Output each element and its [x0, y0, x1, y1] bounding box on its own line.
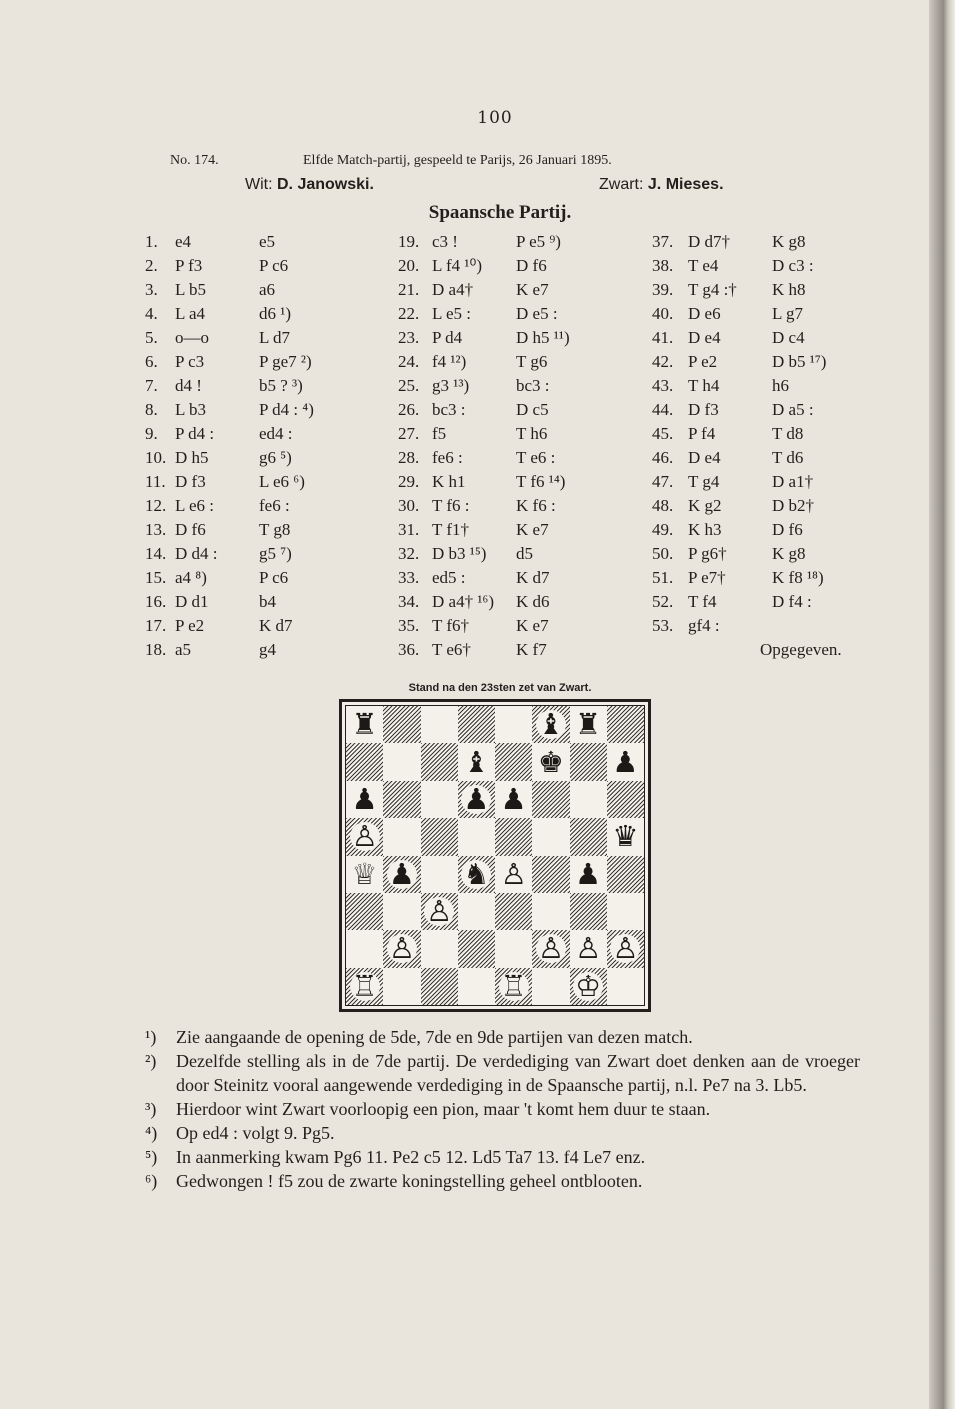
white-pawn-icon: ♙ — [575, 931, 602, 966]
board-square — [383, 893, 420, 930]
black-king-icon: ♚ — [537, 744, 564, 779]
white-pawn-icon: ♙ — [500, 856, 527, 891]
white-move: P c3 — [175, 352, 205, 371]
move-number: 14. — [145, 544, 167, 563]
white-move: bc3 : — [432, 400, 466, 419]
move-number: 26. — [398, 400, 420, 419]
move-row — [0, 544, 955, 568]
white-move: T f6† — [432, 616, 469, 635]
board-square — [421, 856, 458, 893]
board-square — [532, 856, 569, 893]
move-number: 46. — [652, 448, 674, 467]
white-move: L b5 — [175, 280, 207, 299]
black-pawn-icon: ♟ — [351, 781, 378, 816]
white-move: gf4 : — [688, 616, 720, 635]
move-number: 6. — [145, 352, 158, 371]
move-number: 48. — [652, 496, 674, 515]
board-square — [495, 781, 532, 818]
black-move: K h8 — [772, 280, 806, 299]
move-number: 52. — [652, 592, 674, 611]
black-move: K e7 — [516, 616, 549, 635]
board-square — [532, 706, 569, 743]
board-square — [421, 706, 458, 743]
opening-title: Spaansche Partij. — [428, 202, 572, 223]
board-square — [570, 968, 607, 1005]
board-square — [495, 818, 532, 855]
white-move: P d4 : — [175, 424, 215, 443]
move-number: 27. — [398, 424, 420, 443]
board-square — [383, 781, 420, 818]
board-square — [346, 743, 383, 780]
white-move: L e5 : — [432, 304, 472, 323]
board-square — [532, 743, 569, 780]
black-move: D c4 — [772, 328, 805, 347]
move-number: 3. — [145, 280, 158, 299]
black-move: T g6 — [516, 352, 548, 371]
move-number: 7. — [145, 376, 158, 395]
white-move: K h3 — [688, 520, 722, 539]
board-square — [421, 781, 458, 818]
move-row — [0, 496, 955, 520]
black-move: L d7 — [259, 328, 291, 347]
board-square — [495, 968, 532, 1005]
footnote-mark: ⁴) — [145, 1123, 158, 1143]
white-move: P e7† — [688, 568, 726, 587]
black-pawn-icon: ♟ — [612, 744, 639, 779]
white-move: T e6† — [432, 640, 471, 659]
black-move: P c6 — [259, 256, 289, 275]
white-move: D d1 — [175, 592, 209, 611]
white-pawn-icon: ♙ — [537, 931, 564, 966]
move-number: 39. — [652, 280, 674, 299]
board-square — [570, 818, 607, 855]
black-move: g4 — [259, 640, 276, 659]
move-row — [0, 592, 955, 616]
board-square — [458, 893, 495, 930]
game-title: Elfde Match-partij, gespeeld te Parijs, 26 Januari 1895. — [303, 153, 612, 168]
white-move: a4 ⁸) — [175, 568, 207, 587]
move-number: 31. — [398, 520, 420, 539]
footnote-text: Hierdoor wint Zwart voorloopig een pion, maar 't komt hem duur te staan. — [176, 1099, 711, 1119]
footnote-text: In aanmerking kwam Pg6 11. Pe2 c5 12. Ld5 Ta7 13. f4 Le7 enz. — [176, 1147, 646, 1167]
move-number: 5. — [145, 328, 158, 347]
board-square — [383, 856, 420, 893]
black-bishop-icon: ♝ — [463, 744, 490, 779]
footnote-text: Op ed4 : volgt 9. Pg5. — [176, 1123, 335, 1143]
players-line — [0, 176, 955, 198]
white-move: c3 ! — [432, 232, 458, 251]
white-move: D f6 — [175, 520, 206, 539]
move-number: 11. — [145, 472, 166, 491]
white-rook-icon: ♖ — [500, 968, 527, 1003]
white-move: D f3 — [175, 472, 206, 491]
white-pawn-icon: ♙ — [426, 894, 453, 929]
black-move: D a1† — [772, 472, 814, 491]
black-move: P ge7 ²) — [259, 352, 312, 371]
move-number: 44. — [652, 400, 674, 419]
white-move: K g2 — [688, 496, 722, 515]
board-square — [495, 856, 532, 893]
white-move: L e6 : — [175, 496, 215, 515]
move-number: 45. — [652, 424, 674, 443]
move-number: 40. — [652, 304, 674, 323]
board-square — [383, 930, 420, 967]
board-square — [607, 818, 644, 855]
board-square — [607, 743, 644, 780]
black-rook-icon: ♜ — [351, 707, 378, 742]
move-number: 23. — [398, 328, 420, 347]
move-number: 15. — [145, 568, 167, 587]
board-square — [346, 706, 383, 743]
move-number: 50. — [652, 544, 674, 563]
move-number: 28. — [398, 448, 420, 467]
footnote — [145, 1025, 860, 1049]
move-row — [0, 376, 955, 400]
black-move: K d7 — [259, 616, 293, 635]
white-king-icon: ♔ — [575, 968, 602, 1003]
white-name: D. Janowski. — [277, 176, 374, 193]
white-move: g3 ¹³) — [432, 376, 470, 395]
black-move: D e5 : — [516, 304, 558, 323]
black-move: D h5 ¹¹) — [516, 328, 570, 347]
board-square — [383, 743, 420, 780]
board-square — [607, 930, 644, 967]
white-label: Wit: — [245, 176, 273, 193]
white-move: L a4 — [175, 304, 206, 323]
board-square — [383, 818, 420, 855]
black-pawn-icon: ♟ — [463, 781, 490, 816]
move-number: 35. — [398, 616, 420, 635]
white-pawn-icon: ♙ — [351, 819, 378, 854]
game-result: Opgegeven. — [760, 640, 842, 659]
move-row — [0, 352, 955, 376]
black-rook-icon: ♜ — [575, 707, 602, 742]
black-knight-icon: ♞ — [463, 856, 490, 891]
board-square — [421, 818, 458, 855]
board-square — [458, 968, 495, 1005]
black-move: K g8 — [772, 544, 806, 563]
white-move: P g6† — [688, 544, 727, 563]
white-move: D e4 — [688, 448, 721, 467]
move-row — [0, 232, 955, 256]
white-move: D a4† — [432, 280, 474, 299]
board-square — [570, 856, 607, 893]
white-move: fe6 : — [432, 448, 463, 467]
board-square — [495, 893, 532, 930]
black-move: L e6 ⁶) — [259, 472, 305, 491]
white-move: f4 ¹²) — [432, 352, 467, 371]
move-number: 10. — [145, 448, 167, 467]
black-queen-icon: ♛ — [612, 819, 639, 854]
board-square — [458, 930, 495, 967]
move-row — [0, 304, 955, 328]
board-square — [570, 706, 607, 743]
board-square — [421, 743, 458, 780]
move-number: 12. — [145, 496, 167, 515]
board-square — [346, 818, 383, 855]
board-square — [383, 706, 420, 743]
black-move: P c6 — [259, 568, 289, 587]
board-square — [383, 968, 420, 1005]
board-square — [346, 856, 383, 893]
white-move: D h5 — [175, 448, 209, 467]
black-move: fe6 : — [259, 496, 290, 515]
footnote-text: Dezelfde stelling als in de 7de partij. De verdediging van Zwart doet denken aan de vroeger door Steinitz vooral aangewende verdediging in de Spaansche partij, n.l. Pe7 na 3. Lb5. — [176, 1051, 860, 1095]
board-square — [421, 930, 458, 967]
move-number: 20. — [398, 256, 420, 275]
board-square — [346, 781, 383, 818]
white-player — [245, 176, 374, 194]
white-move: D d4 : — [175, 544, 218, 563]
white-move: T g4 :† — [688, 280, 737, 299]
white-move: D e4 — [688, 328, 721, 347]
move-row — [0, 424, 955, 448]
white-move: P e2 — [175, 616, 205, 635]
board-square — [570, 781, 607, 818]
move-number: 29. — [398, 472, 420, 491]
board-square — [570, 743, 607, 780]
move-number: 1. — [145, 232, 158, 251]
move-number: 19. — [398, 232, 420, 251]
black-move: D b2† — [772, 496, 815, 515]
black-move: K d7 — [516, 568, 550, 587]
black-pawn-icon: ♟ — [575, 856, 602, 891]
white-move: T f4 — [688, 592, 717, 611]
move-number: 53. — [652, 616, 674, 635]
board-square — [495, 706, 532, 743]
move-number: 38. — [652, 256, 674, 275]
move-number: 47. — [652, 472, 674, 491]
move-number: 17. — [145, 616, 167, 635]
black-move: g6 ⁵) — [259, 448, 292, 467]
white-move: L f4 ¹⁰) — [432, 256, 482, 275]
black-move: ed4 : — [259, 424, 293, 443]
move-number: 33. — [398, 568, 420, 587]
footnote-text: Zie aangaande de opening de 5de, 7de en 9de partijen van dezen match. — [176, 1027, 693, 1047]
move-number: 4. — [145, 304, 158, 323]
footnote-mark: ³) — [145, 1099, 157, 1119]
footnote-mark: ⁶) — [145, 1171, 158, 1191]
move-row — [0, 472, 955, 496]
black-bishop-icon: ♝ — [537, 707, 564, 742]
move-number: 30. — [398, 496, 420, 515]
move-row — [0, 328, 955, 352]
black-move: D c5 — [516, 400, 549, 419]
white-move: T g4 — [688, 472, 720, 491]
black-label: Zwart: — [599, 176, 644, 193]
move-row — [0, 256, 955, 280]
black-move: h6 — [772, 376, 789, 395]
white-move: D b3 ¹⁵) — [432, 544, 487, 563]
white-move: o—o — [175, 328, 209, 347]
white-move: T f6 : — [432, 496, 470, 515]
move-row — [0, 616, 955, 640]
white-rook-icon: ♖ — [351, 968, 378, 1003]
black-move: K f8 ¹⁸) — [772, 568, 824, 587]
move-table — [0, 232, 955, 672]
black-move: T d6 — [772, 448, 804, 467]
black-move: D f6 — [516, 256, 547, 275]
move-number: 16. — [145, 592, 167, 611]
board-square — [607, 856, 644, 893]
white-move: D a4† ¹⁶) — [432, 592, 495, 611]
black-pawn-icon: ♟ — [500, 781, 527, 816]
board-square — [458, 856, 495, 893]
move-row — [0, 520, 955, 544]
board-square — [458, 818, 495, 855]
white-move: a5 — [175, 640, 192, 659]
board-square — [607, 706, 644, 743]
footnote — [145, 1049, 860, 1097]
move-number: 41. — [652, 328, 674, 347]
black-move: K f6 : — [516, 496, 556, 515]
white-move: T e4 — [688, 256, 719, 275]
white-move: D d7† — [688, 232, 731, 251]
black-move: D f4 : — [772, 592, 812, 611]
white-move: f5 — [432, 424, 447, 443]
board-square — [458, 706, 495, 743]
move-number: 24. — [398, 352, 420, 371]
black-move: d6 ¹) — [259, 304, 292, 323]
board-square — [532, 818, 569, 855]
board-square — [570, 930, 607, 967]
footnotes — [145, 1025, 860, 1193]
white-move: T f1† — [432, 520, 469, 539]
black-move: D c3 : — [772, 256, 814, 275]
black-move: K e7 — [516, 280, 549, 299]
move-number: 43. — [652, 376, 674, 395]
game-number: No. 174. — [170, 153, 219, 168]
black-move: T f6 ¹⁴) — [516, 472, 566, 491]
black-move: P d4 : ⁴) — [259, 400, 314, 419]
move-row — [0, 400, 955, 424]
board-square — [570, 893, 607, 930]
black-player — [599, 176, 724, 194]
black-move: K f7 — [516, 640, 547, 659]
black-move: g5 ⁷) — [259, 544, 292, 563]
white-move: D e6 — [688, 304, 721, 323]
footnote-mark: ¹) — [145, 1027, 157, 1047]
move-number: 13. — [145, 520, 167, 539]
board-square — [458, 743, 495, 780]
move-number: 36. — [398, 640, 420, 659]
move-number: 21. — [398, 280, 420, 299]
white-move: D f3 — [688, 400, 719, 419]
black-pawn-icon: ♟ — [388, 856, 415, 891]
black-move: K e7 — [516, 520, 549, 539]
board-square — [532, 893, 569, 930]
chess-diagram — [339, 699, 651, 1012]
footnote — [145, 1145, 860, 1169]
move-number: 9. — [145, 424, 158, 443]
footnote — [145, 1121, 860, 1145]
white-move: P d4 — [432, 328, 463, 347]
board-square — [532, 968, 569, 1005]
white-move: e4 — [175, 232, 192, 251]
board-square — [421, 893, 458, 930]
move-number: 37. — [652, 232, 674, 251]
board-square — [346, 968, 383, 1005]
board-square — [532, 930, 569, 967]
white-queen-icon: ♕ — [351, 856, 378, 891]
black-move: T h6 — [516, 424, 548, 443]
footnote — [145, 1169, 860, 1193]
black-name: J. Mieses. — [647, 176, 724, 193]
black-move: a6 — [259, 280, 276, 299]
white-move: K h1 — [432, 472, 466, 491]
move-number: 18. — [145, 640, 167, 659]
white-move: ed5 : — [432, 568, 466, 587]
black-move: D b5 ¹⁷) — [772, 352, 827, 371]
move-number: 32. — [398, 544, 420, 563]
move-number: 8. — [145, 400, 158, 419]
white-move: P e2 — [688, 352, 718, 371]
board-square — [607, 781, 644, 818]
move-row — [0, 640, 955, 664]
footnote-text: Gedwongen ! f5 zou de zwarte koningstelling geheel ontblooten. — [176, 1171, 643, 1191]
page-number: 100 — [477, 108, 513, 128]
move-number: 42. — [652, 352, 674, 371]
move-number: 25. — [398, 376, 420, 395]
black-move: bc3 : — [516, 376, 550, 395]
board-square — [607, 893, 644, 930]
move-row — [0, 448, 955, 472]
black-move: T d8 — [772, 424, 804, 443]
diagram-caption: Stand na den 23sten zet van Zwart. — [408, 682, 592, 694]
move-number: 34. — [398, 592, 420, 611]
move-number: 2. — [145, 256, 158, 275]
board-square — [607, 968, 644, 1005]
footnote-mark: ⁵) — [145, 1147, 158, 1167]
black-move: e5 — [259, 232, 276, 251]
board-square — [346, 930, 383, 967]
board-square — [458, 781, 495, 818]
white-pawn-icon: ♙ — [612, 931, 639, 966]
black-move: K d6 — [516, 592, 550, 611]
black-move: D a5 : — [772, 400, 814, 419]
board-square — [346, 893, 383, 930]
move-row — [0, 568, 955, 592]
move-number: 49. — [652, 520, 674, 539]
black-move: b5 ? ³) — [259, 376, 303, 395]
white-move: P f3 — [175, 256, 203, 275]
footnote-mark: ²) — [145, 1051, 157, 1071]
board-square — [495, 930, 532, 967]
black-move: L g7 — [772, 304, 804, 323]
white-move: d4 ! — [175, 376, 202, 395]
white-move: T h4 — [688, 376, 720, 395]
board-square — [421, 968, 458, 1005]
black-move: T e6 : — [516, 448, 556, 467]
black-move: D f6 — [772, 520, 803, 539]
black-move: K g8 — [772, 232, 806, 251]
black-move: P e5 ⁹) — [516, 232, 561, 251]
chess-board — [345, 705, 645, 1006]
footnote — [145, 1097, 860, 1121]
black-move: d5 — [516, 544, 533, 563]
move-number: 51. — [652, 568, 674, 587]
move-row — [0, 280, 955, 304]
board-square — [532, 781, 569, 818]
white-pawn-icon: ♙ — [388, 931, 415, 966]
move-number: 22. — [398, 304, 420, 323]
board-square — [495, 743, 532, 780]
black-move: T g8 — [259, 520, 291, 539]
black-move: b4 — [259, 592, 276, 611]
white-move: L b3 — [175, 400, 207, 419]
white-move: P f4 — [688, 424, 716, 443]
